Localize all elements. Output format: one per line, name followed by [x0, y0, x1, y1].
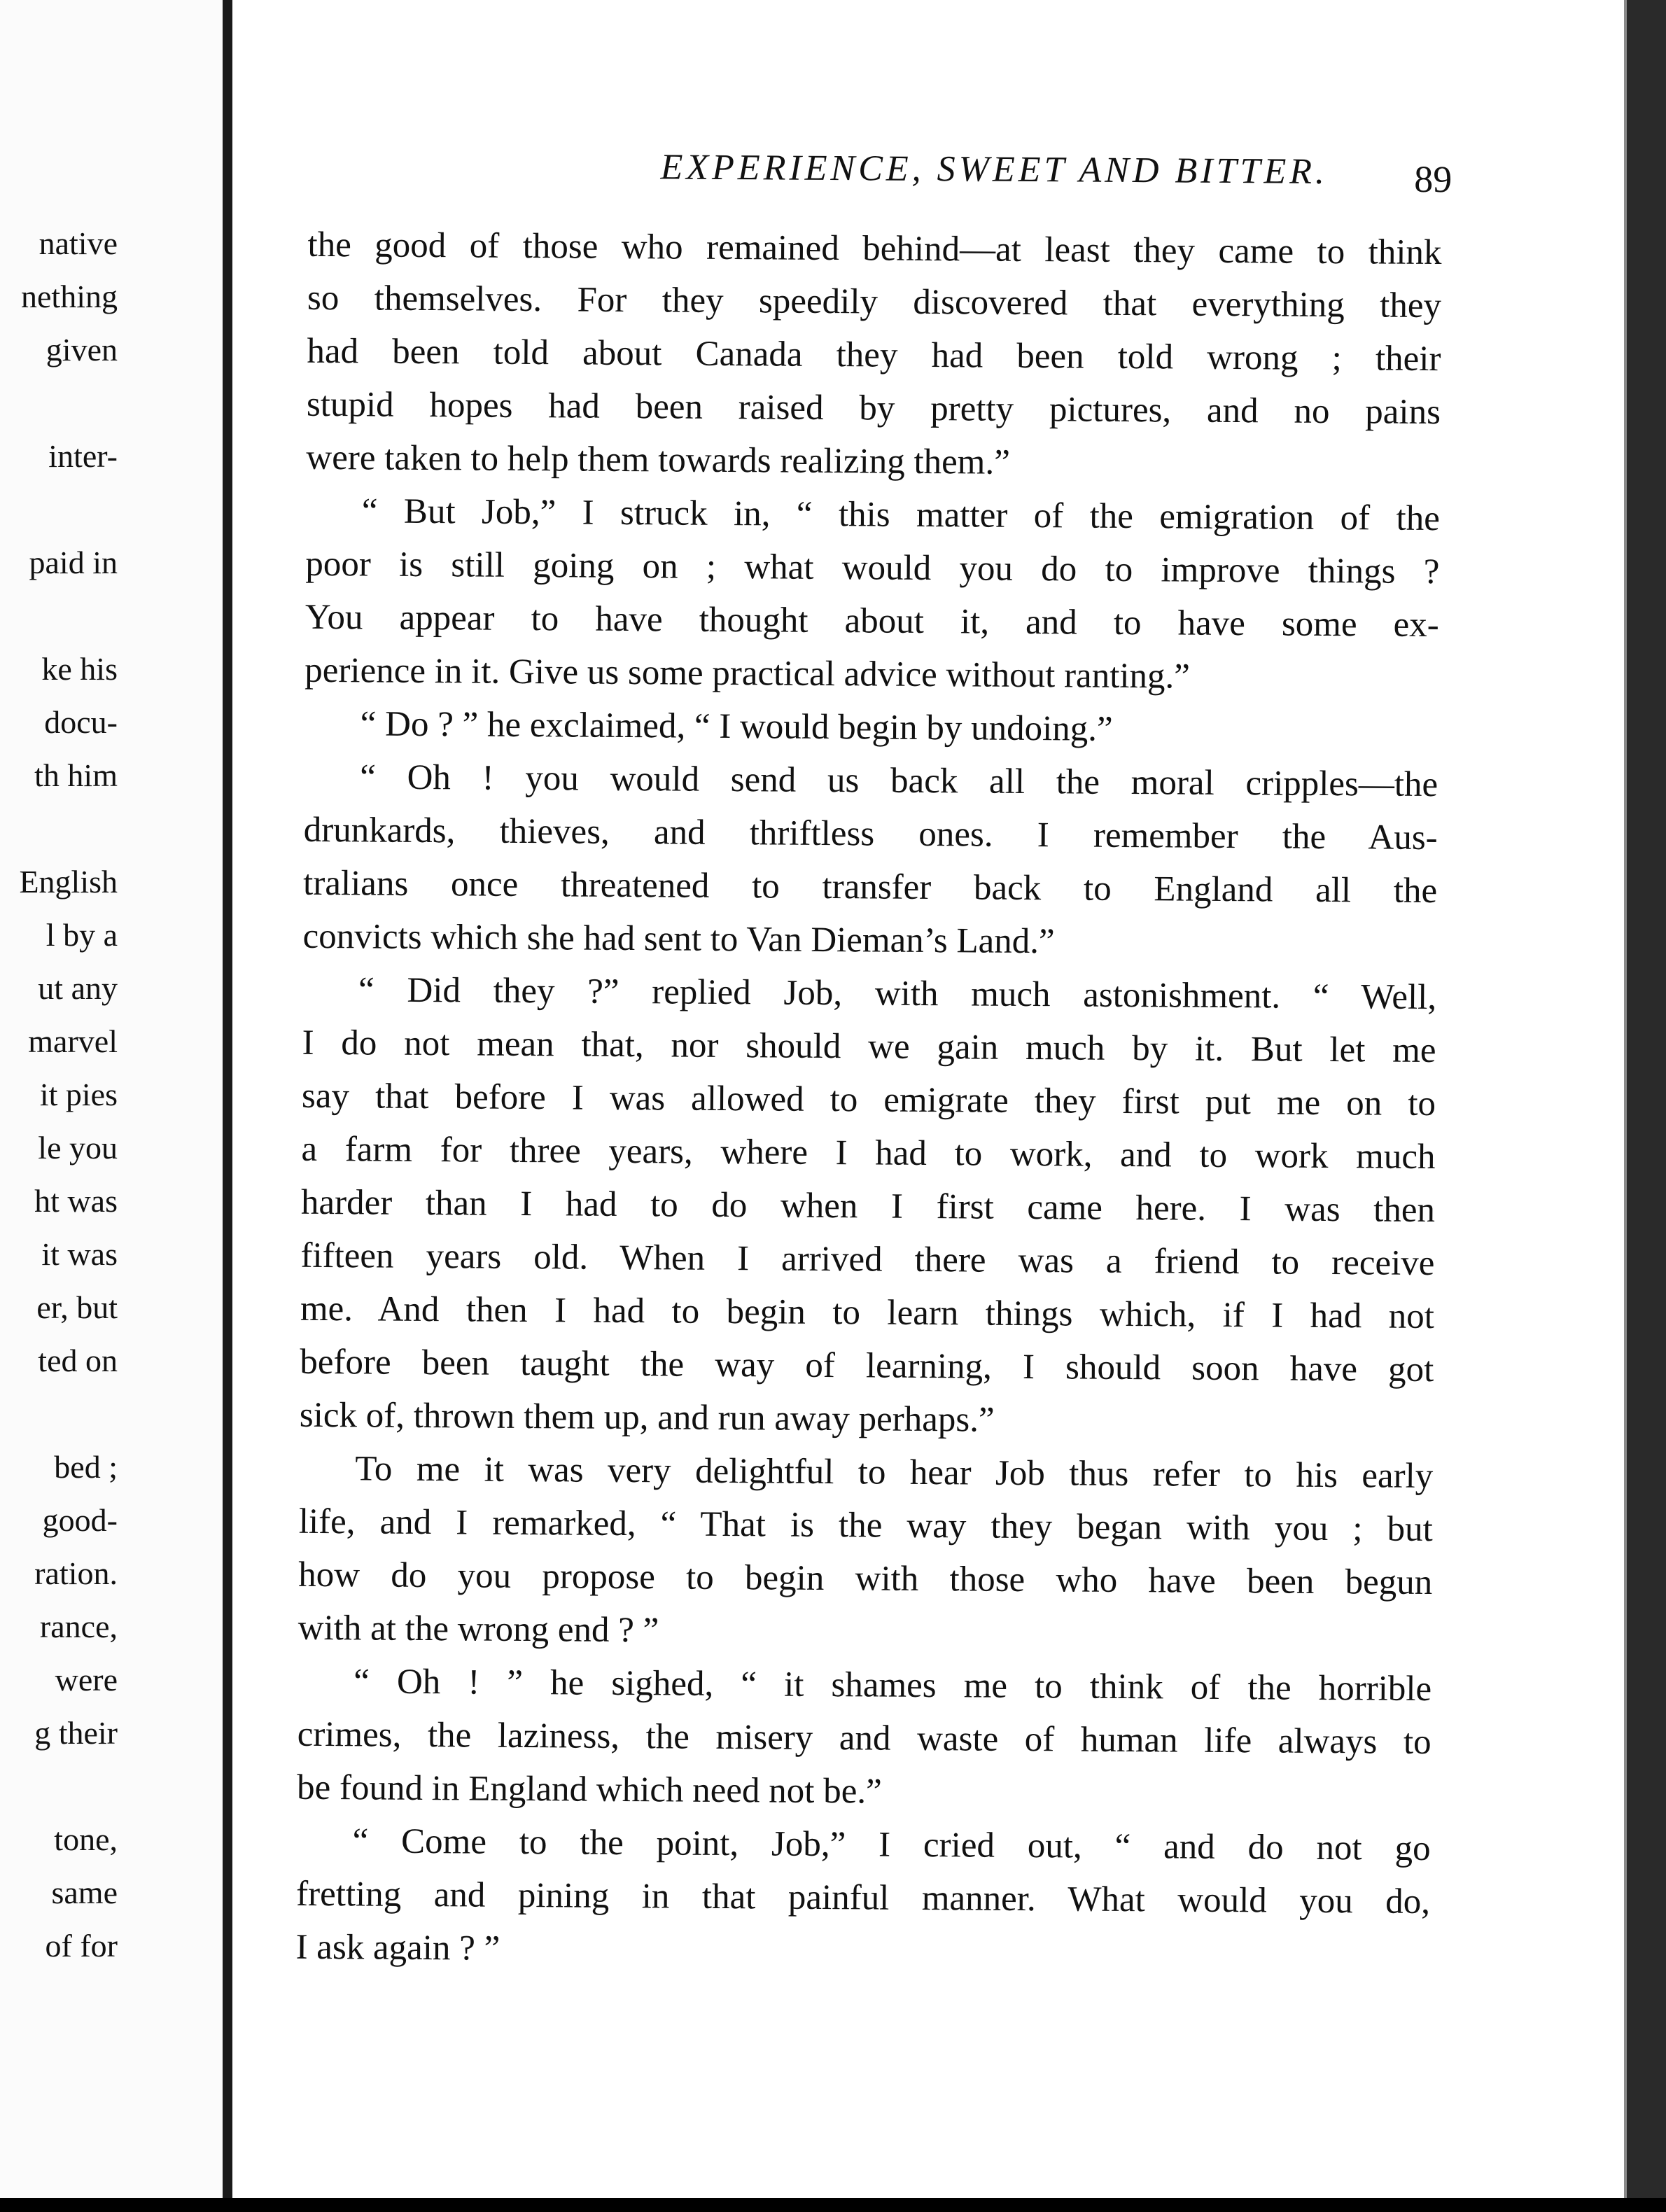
previous-page-line: good- — [42, 1502, 118, 1538]
body-text — [295, 218, 1441, 1982]
paragraph — [297, 1655, 1432, 1822]
previous-page-fragment — [0, 0, 223, 2198]
text-line: “ Do ? ” he exclaimed, “ I would begin by undoing.” — [360, 704, 1113, 749]
text-line: “ Come to the point, Job,” I cried out, “ and do not go — [352, 1821, 1431, 1869]
previous-page-line: native — [38, 225, 118, 261]
previous-page-line: ted on — [38, 1343, 118, 1378]
previous-page-line: le you — [38, 1130, 118, 1166]
text-line: You appear to have thought about it, and to have some ex- — [304, 597, 1439, 645]
previous-page-line: same — [51, 1875, 118, 1910]
scan-border-right — [1627, 0, 1666, 2212]
previous-page-line: docu- — [44, 704, 118, 740]
previous-page-line: given — [46, 332, 118, 368]
previous-page-line: English — [19, 864, 118, 899]
text-line: convicts which she had sent to Van Dieman’s Land.” — [302, 916, 1055, 962]
text-line: tralians once threatened to transfer back to England all the — [302, 863, 1438, 911]
previous-page-line: l by a — [46, 917, 118, 953]
page-content — [232, 0, 1627, 2198]
text-line: “ Oh ! you would send us back all the moral cripples—the — [360, 757, 1438, 805]
text-line: before been taught the way of learning, I should soon have got — [300, 1342, 1434, 1390]
text-line: with at the wrong end ? ” — [298, 1608, 659, 1651]
previous-page-text-column — [0, 217, 118, 1973]
text-line: fretting and pining in that painful manner. What would you do, — [295, 1874, 1431, 1922]
previous-page-line: ut any — [38, 970, 118, 1006]
text-line: had been told about Canada they had been told wrong ; their — [307, 331, 1441, 379]
text-line: crimes, the laziness, the misery and waste of human life always to — [297, 1714, 1432, 1763]
text-line: say that before I was allowed to emigrate they first put me on to — [301, 1076, 1436, 1124]
previous-page-line: paid in — [29, 545, 118, 580]
previous-page-line: marvel — [28, 1023, 118, 1059]
paragraph — [304, 697, 1438, 758]
text-line: life, and I remarked, “ That is the way they began with you ; but — [298, 1502, 1433, 1550]
text-line: me. And then I had to begin to learn things which, if I had not — [300, 1289, 1435, 1337]
previous-page-line — [0, 1387, 118, 1441]
text-line: the good of those who remained behind—at least they came to think — [307, 225, 1442, 273]
text-line: “ Oh ! ” he sighed, “ it shames me to think of the horrible — [354, 1662, 1432, 1709]
paragraph — [298, 1442, 1433, 1662]
text-line: harder than I had to do when I first came here. I was then — [300, 1182, 1436, 1231]
paragraph — [302, 750, 1438, 971]
text-line: I do not mean that, nor should we gain much by it. But let me — [302, 1023, 1436, 1071]
text-line: so themselves. For they speedily discovered that everything they — [307, 278, 1442, 326]
scan-border-bottom — [0, 2198, 1666, 2212]
previous-page-line: g their — [34, 1715, 118, 1751]
previous-page-line — [0, 483, 118, 536]
text-line: how do you propose to begin with those who have been begun — [298, 1555, 1433, 1603]
text-line: stupid hopes had been raised by pretty pictures, and no pains — [306, 384, 1441, 433]
paragraph — [304, 484, 1440, 705]
previous-page-line: it pies — [39, 1077, 118, 1112]
text-line: perience in it. Give us some practical advice without ranting.” — [304, 650, 1191, 696]
previous-page-line: it was — [41, 1236, 118, 1272]
paragraph — [306, 218, 1442, 492]
text-line: were taken to help them towards realizing them.” — [306, 438, 1011, 482]
text-line: I ask again ? ” — [295, 1927, 500, 1968]
text-line: “ But Job,” I struck in, “ this matter of the emigration of the — [361, 491, 1441, 539]
previous-page-line: were — [55, 1662, 118, 1698]
page-number: 89 — [1414, 158, 1452, 201]
text-line: sick of, thrown them up, and run away perhaps.” — [299, 1395, 995, 1440]
text-line: fifteen years old. When I arrived there was a friend to receive — [300, 1236, 1435, 1284]
previous-page-line: tone, — [54, 1821, 118, 1857]
text-line: poor is still going on ; what would you do to improve things ? — [305, 544, 1440, 592]
text-line: a farm for three years, where I had to work, and to work much — [301, 1129, 1436, 1177]
paragraph — [300, 963, 1437, 1450]
previous-page-line: er, but — [36, 1289, 118, 1325]
text-line: “ Did they ?” replied Job, with much astonishment. “ Well, — [358, 970, 1437, 1018]
running-head: EXPERIENCE, SWEET AND BITTER. — [660, 147, 1329, 192]
previous-page-line: rance, — [39, 1609, 118, 1644]
previous-page-line: bed ; — [54, 1449, 118, 1485]
text-line: To me it was very delightful to hear Job thus refer to his early — [355, 1449, 1434, 1497]
previous-page-line — [0, 589, 118, 643]
book-page — [232, 0, 1627, 2198]
text-line: be found in England which need not be.” — [296, 1768, 882, 1812]
previous-page-line: ke his — [41, 651, 118, 687]
text-line: drunkards, thieves, and thriftless ones. I remember the Aus- — [303, 810, 1438, 858]
previous-page-line — [0, 1760, 118, 1813]
previous-page-line — [0, 377, 118, 430]
previous-page-line: th him — [34, 757, 118, 793]
previous-page-line: inter- — [48, 438, 118, 474]
previous-page-line: of for — [45, 1928, 118, 1963]
paragraph — [295, 1814, 1431, 1982]
page-gutter — [223, 0, 232, 2198]
previous-page-line: ration. — [34, 1555, 118, 1591]
previous-page-line: ht was — [34, 1183, 118, 1219]
previous-page-line: nething — [21, 279, 118, 314]
previous-page-line — [0, 802, 118, 855]
